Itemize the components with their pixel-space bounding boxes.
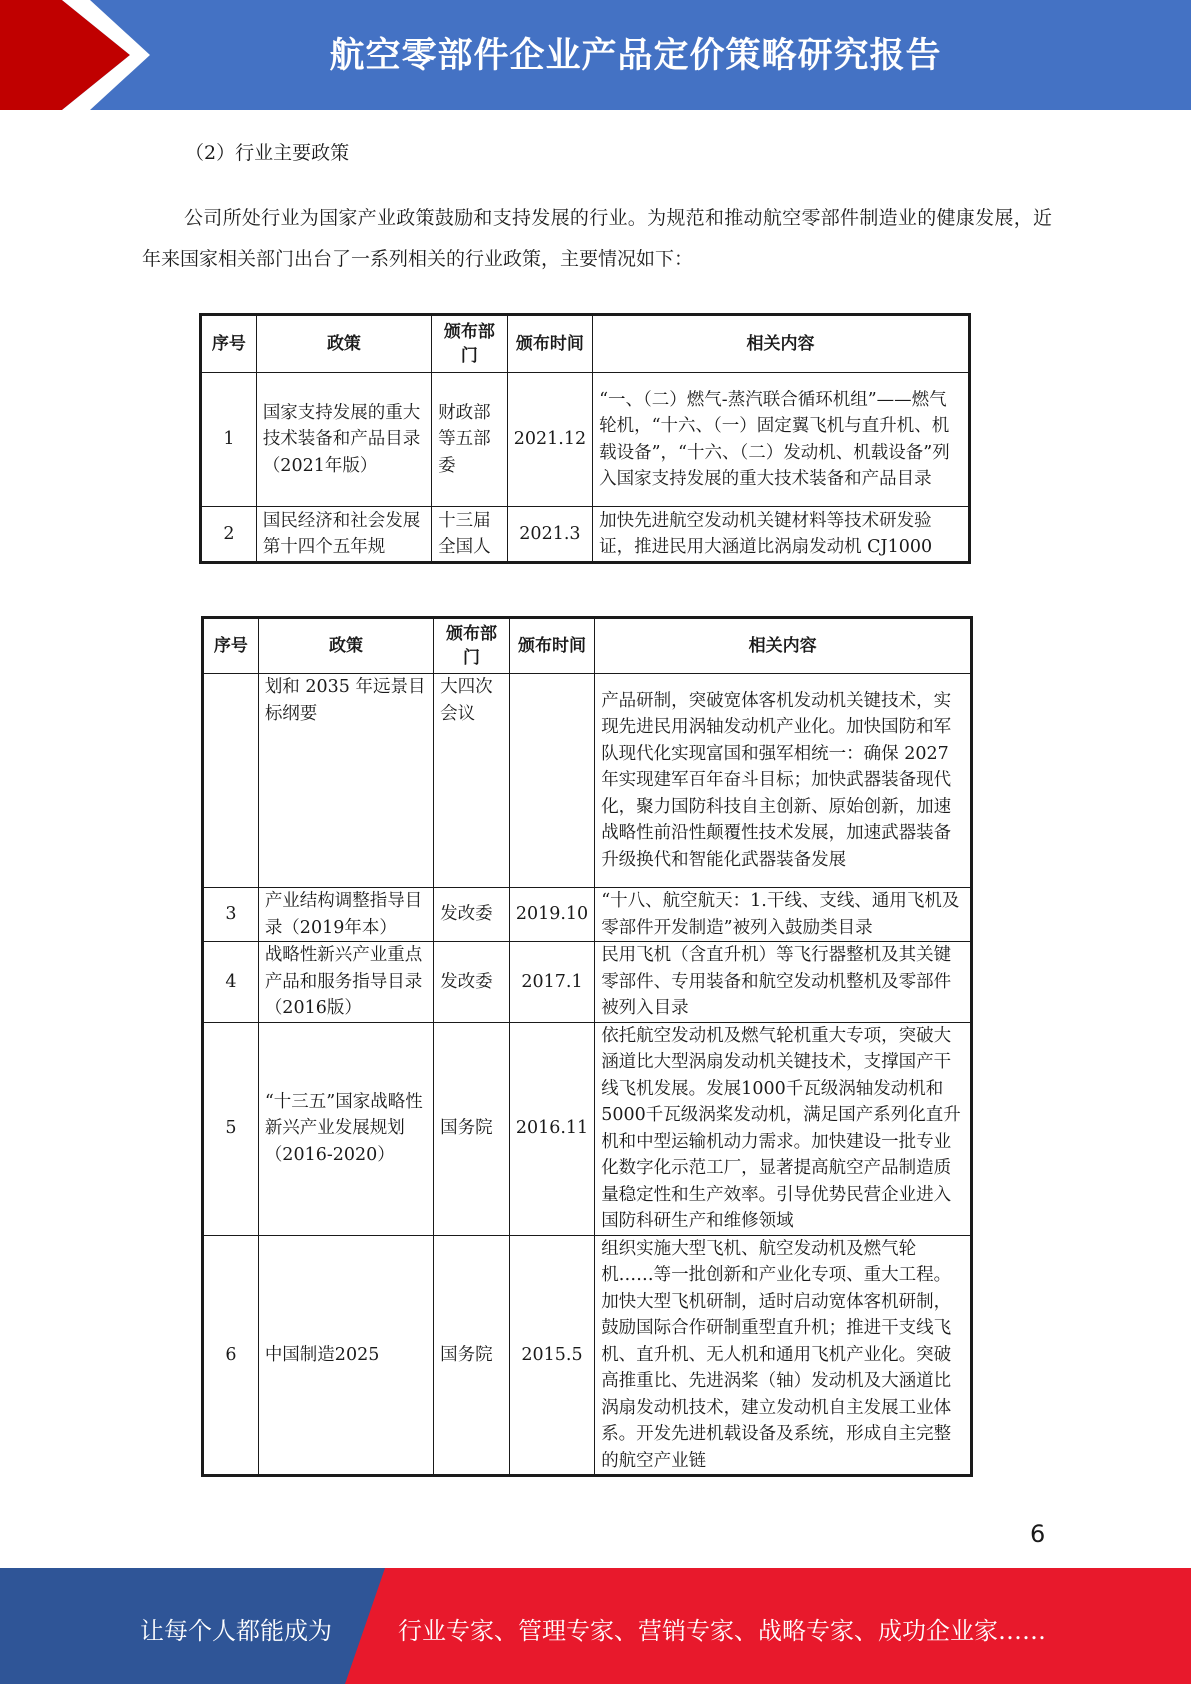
cell-content: 加快先进航空发动机关键材料等技术研发验证，推进民用大涵道比涡扇发动机 CJ1000 xyxy=(593,507,970,563)
cell-no: 1 xyxy=(201,373,257,507)
policy-table-part-2 xyxy=(201,616,973,1477)
header-dept: 颁布部门 xyxy=(432,315,508,373)
header-date: 颁布时间 xyxy=(509,618,594,674)
header-content: 相关内容 xyxy=(595,618,972,674)
cell-content: 依托航空发动机及燃气轮机重大专项，突破大涵道比大型涡扇发动机关键技术，支撑国产干线飞机发展。发展1000千瓦级涡轴发动机和5000千瓦级涡桨发动机，满足国产系列化直升机和中型运输机动力需求。加快建设一批专业化数字化示范工厂，显著提高航空产品制造质量稳定性和生产效率。引导优势民营企业进入国防科研生产和维修领域 xyxy=(595,1022,972,1235)
header-content: 相关内容 xyxy=(593,315,970,373)
page-header xyxy=(0,0,1191,110)
cell-policy: 划和 2035 年远景目标纲要 xyxy=(258,674,433,888)
header-dept: 颁布部门 xyxy=(434,618,510,674)
footer-slogan-left: 让每个人都能成为 xyxy=(140,1617,332,1645)
intro-paragraph: 公司所处行业为国家产业政策鼓励和支持发展的行业。为规范和推动航空零部件制造业的健康发展，近年来国家相关部门出台了一系列相关的行业政策，主要情况如下： xyxy=(142,207,1052,270)
cell-policy: 产业结构调整指导目录（2019年本） xyxy=(258,888,433,942)
cell-dept: 发改委 xyxy=(434,888,510,942)
cell-dept: 国务院 xyxy=(434,1235,510,1476)
cell-no: 4 xyxy=(203,942,259,1023)
cell-policy: 国家支持发展的重大技术装备和产品目录（2021年版） xyxy=(256,373,431,507)
table-row xyxy=(203,674,972,888)
cell-policy: 战略性新兴产业重点产品和服务指导目录（2016版） xyxy=(258,942,433,1023)
section-heading: （2）行业主要政策 xyxy=(185,142,350,164)
table-row xyxy=(201,507,970,563)
table-header-row xyxy=(203,618,972,674)
cell-no: 2 xyxy=(201,507,257,563)
table-header-row xyxy=(201,315,970,373)
cell-dept: 大四次会议 xyxy=(434,674,510,888)
cell-content: 产品研制，突破宽体客机发动机关键技术，实现先进民用涡轴发动机产业化。加快国防和军队现代化实现富国和强军相统一：确保 2027 年实现建军百年奋斗目标；加快武器装备现代化，聚力国防科技自主创新、原始创新，加速战略性前沿性颠覆性技术发展，加速武器装备升级换代和智能化武器装备发展 xyxy=(595,674,972,888)
header-no: 序号 xyxy=(201,315,257,373)
cell-dept: 十三届全国人 xyxy=(432,507,508,563)
cell-no xyxy=(203,674,259,888)
header-policy: 政策 xyxy=(256,315,431,373)
table-row xyxy=(203,1022,972,1235)
table-row xyxy=(203,1235,972,1476)
cell-content: “十八、航空航天：1.干线、支线、通用飞机及零部件开发制造”被列入鼓励类目录 xyxy=(595,888,972,942)
cell-date: 2021.3 xyxy=(507,507,592,563)
cell-no: 3 xyxy=(203,888,259,942)
cell-policy: “十三五”国家战略性新兴产业发展规划（2016-2020） xyxy=(258,1022,433,1235)
header-date: 颁布时间 xyxy=(507,315,592,373)
cell-date: 2016.11 xyxy=(509,1022,594,1235)
cell-date xyxy=(509,674,594,888)
page-footer xyxy=(0,1568,1191,1684)
table-row xyxy=(203,888,972,942)
cell-no: 6 xyxy=(203,1235,259,1476)
policy-table-part-1 xyxy=(199,313,971,564)
cell-content: “一、（二）燃气-蒸汽联合循环机组”——燃气轮机，“十六、（一）固定翼飞机与直升机、机载设备”，“十六、（二）发动机、机载设备”列入国家支持发展的重大技术装备和产品目录 xyxy=(593,373,970,507)
cell-no: 5 xyxy=(203,1022,259,1235)
cell-dept: 国务院 xyxy=(434,1022,510,1235)
header-no: 序号 xyxy=(203,618,259,674)
cell-date: 2015.5 xyxy=(509,1235,594,1476)
cell-date: 2019.10 xyxy=(509,888,594,942)
cell-policy: 国民经济和社会发展第十四个五年规 xyxy=(256,507,431,563)
header-policy: 政策 xyxy=(258,618,433,674)
page-number: 6 xyxy=(1030,1520,1046,1548)
cell-date: 2017.1 xyxy=(509,942,594,1023)
table-row xyxy=(203,942,972,1023)
table-row xyxy=(201,373,970,507)
cell-dept: 发改委 xyxy=(434,942,510,1023)
cell-content: 组织实施大型飞机、航空发动机及燃气轮机……等一批创新和产业化专项、重大工程。加快大型飞机研制，适时启动宽体客机研制，鼓励国际合作研制重型直升机；推进干支线飞机、直升机、无人机和通用飞机产业化。突破高推重比、先进涡桨（轴）发动机及大涵道比涡扇发动机技术，建立发动机自主发展工业体系。开发先进机载设备及系统，形成自主完整的航空产业链 xyxy=(595,1235,972,1476)
cell-date: 2021.12 xyxy=(507,373,592,507)
footer-slogan-right: 行业专家、管理专家、营销专家、战略专家、成功企业家…… xyxy=(398,1617,1046,1645)
report-title: 航空零部件企业产品定价策略研究报告 xyxy=(329,36,942,76)
cell-content: 民用飞机（含直升机）等飞行器整机及其关键零部件、专用装备和航空发动机整机及零部件被列入目录 xyxy=(595,942,972,1023)
cell-policy: 中国制造2025 xyxy=(258,1235,433,1476)
cell-dept: 财政部等五部委 xyxy=(432,373,508,507)
